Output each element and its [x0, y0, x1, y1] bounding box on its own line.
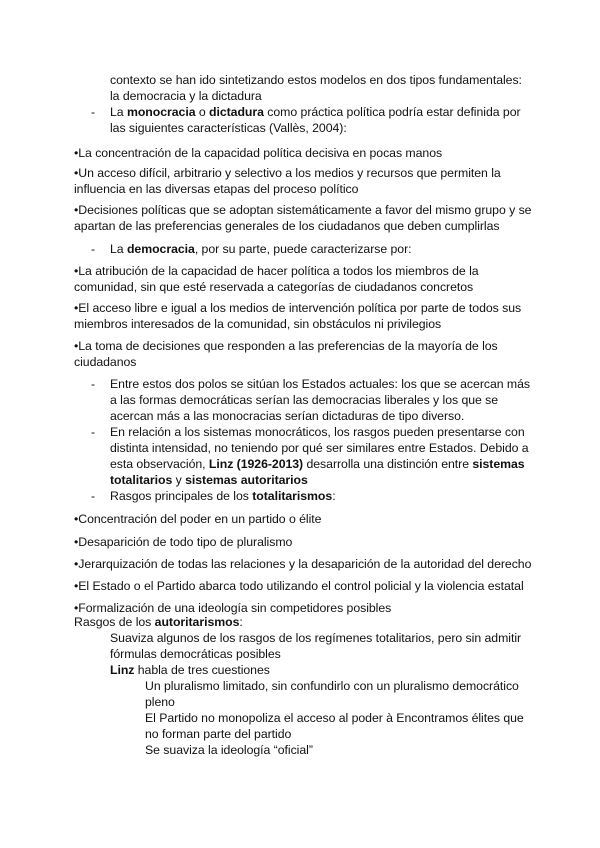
text: Rasgos principales de los [110, 489, 253, 503]
democracia-heading [110, 241, 412, 257]
cuestion-line: El Partido no monopoliza el acceso al poder à Encontramos élites que [145, 711, 524, 725]
bold-term: Linz (1926-2013) [208, 457, 304, 471]
list-dash: - [91, 425, 96, 439]
text: desarrolla una distinción entre [303, 457, 473, 471]
bold-term: sistemas autoritarios [185, 473, 308, 487]
bullet-item: •La concentración de la capacidad política decisiva en pocas manos [74, 146, 443, 160]
monocracia-line: las siguientes características (Vallès, 2004): [110, 121, 347, 135]
estados-line: acercan más a las monocracias serían dictaduras de tipo diverso. [110, 409, 465, 423]
cuestion-line: Un pluralismo limitado, sin confundirlo con un pluralismo democrático [145, 679, 519, 693]
linz-line [110, 456, 525, 472]
bullet-item: •Concentración del poder en un partido o élite [74, 512, 322, 526]
list-dash: - [91, 242, 96, 256]
bold-term: monocracia [126, 105, 196, 119]
autoritarismos-line: Suaviza algunos de los rasgos de los regímenes totalitarios, pero sin admitir [110, 631, 522, 645]
intro-line: contexto se han ido sintetizando estos modelos en dos tipos fundamentales: [110, 73, 522, 87]
autoritarismos-heading [74, 614, 243, 630]
text: : [239, 615, 243, 629]
linz-line: En relación a los sistemas monocráticos, los rasgos pueden presentarse con [110, 425, 525, 439]
text: habla de tres cuestiones [134, 663, 270, 677]
bullet-item: •El acceso libre e igual a los medios de intervención política por parte de todos sus [74, 301, 522, 315]
monocracia-heading [110, 104, 521, 120]
bullet-item: •La atribución de la capacidad de hacer política a todos los miembros de la [74, 264, 479, 278]
bold-term: dictadura [209, 105, 264, 119]
totalitarismos-heading [110, 488, 336, 504]
cuestion-line: Se suaviza la ideología “oficial” [145, 743, 313, 757]
bullet-item: apartan de las preferencias generales de los ciudadanos que deben cumplirlas [74, 219, 500, 233]
text: Rasgos de los [74, 615, 155, 629]
bullet-item: •Desaparición de todo tipo de pluralismo [74, 535, 293, 549]
bold-term: totalitarismos [252, 489, 333, 503]
bullet-item: comunidad, sin que esté reservada a categorías de ciudadanos concretos [74, 280, 474, 294]
cuestion-line: no forman parte del partido [145, 727, 292, 741]
text: , por su parte, puede caracterizarse por: [194, 242, 412, 256]
bullet-item: •Decisiones políticas que se adoptan sistemáticamente a favor del mismo grupo y se [74, 203, 532, 217]
bold-term: totalitarios [110, 473, 173, 487]
bold-term: Linz [110, 663, 135, 677]
bullet-item: •El Estado o el Partido abarca todo utilizando el control policial y la violencia estatal [74, 579, 524, 593]
autoritarismos-line: fórmulas democráticas posibles [110, 647, 281, 661]
text: La [110, 105, 127, 119]
text: : [332, 489, 336, 503]
text: y [172, 473, 186, 487]
bold-term: sistemas [472, 457, 525, 471]
autoritarismos-line [110, 662, 270, 678]
bullet-item: •Un acceso difícil, arbitrario y selectivo a los medios y recursos que permiten la [74, 166, 501, 180]
bullet-item: •La toma de decisiones que responden a las preferencias de la mayoría de los [74, 339, 498, 353]
bold-term: autoritarismos [154, 615, 240, 629]
text: La [110, 242, 127, 256]
bullet-item: miembros interesados de la comunidad, sin obstáculos ni privilegios [74, 317, 442, 331]
text: como práctica política podría estar definida por [263, 105, 521, 119]
text: esta observación, [110, 457, 209, 471]
list-dash: - [91, 105, 96, 119]
intro-line: la democracia y la dictadura [110, 89, 262, 103]
linz-line: distinta intensidad, no teniendo por qué ser similares entre Estados. Debido a [110, 441, 529, 455]
bullet-item: •Jerarquización de todas las relaciones y la desaparición de la autoridad del derecho [74, 557, 532, 571]
linz-line [110, 472, 308, 488]
text: o [195, 105, 210, 119]
estados-line: Entre estos dos polos se sitúan los Estados actuales: los que se acercan más [110, 377, 530, 391]
estados-line: a las formas democráticas serían las democracias liberales y los que se [110, 393, 499, 407]
list-dash: - [91, 377, 96, 391]
bold-term: democracia [126, 242, 195, 256]
bullet-item: •Formalización de una ideología sin competidores posibles [74, 601, 392, 615]
list-dash: - [91, 489, 96, 503]
cuestion-line: pleno [145, 695, 175, 709]
bullet-item: influencia en las diversas etapas del proceso político [74, 182, 359, 196]
bullet-item: ciudadanos [74, 355, 137, 369]
